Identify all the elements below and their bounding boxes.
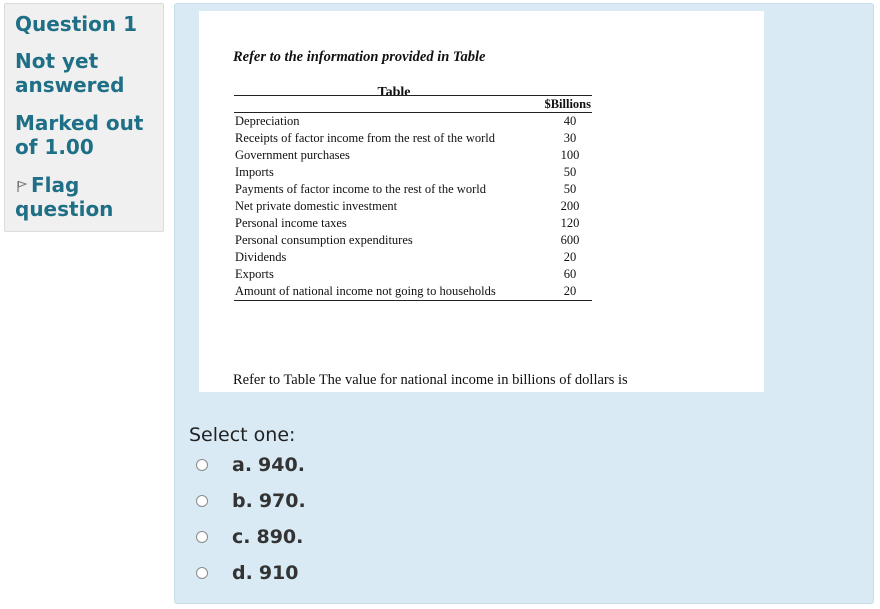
table-row-label: Exports xyxy=(235,267,274,281)
option-letter: d. xyxy=(232,562,253,584)
table-row-label: Depreciation xyxy=(235,114,300,128)
table-row-label: Receipts of factor income from the rest of the world xyxy=(235,131,495,145)
table-row-label: Personal income taxes xyxy=(235,216,347,230)
table-row-value: 50 xyxy=(563,182,577,196)
radio-button[interactable] xyxy=(196,459,208,471)
table-row-value: 60 xyxy=(563,267,577,281)
option-text: 890. xyxy=(256,526,304,548)
option-text: 970. xyxy=(258,490,306,512)
table-title: Table xyxy=(377,85,411,100)
answer-option[interactable] xyxy=(193,560,299,586)
answer-option[interactable] xyxy=(193,524,303,550)
reference-heading: Refer to the information provided in Table xyxy=(233,49,486,65)
table-row-label: Personal consumption expenditures xyxy=(235,233,413,247)
option-letter: c. xyxy=(232,526,251,548)
table-row-value: 600 xyxy=(560,233,580,247)
table-row xyxy=(234,130,592,147)
table-row-value: 200 xyxy=(560,199,580,213)
question-number: Question 1 xyxy=(15,12,137,36)
flag-question-link[interactable] xyxy=(15,173,163,221)
question-image xyxy=(199,11,764,392)
table-row-label: Net private domestic investment xyxy=(235,199,398,213)
option-letter: a. xyxy=(232,454,253,476)
radio-button[interactable] xyxy=(196,567,208,579)
radio-button[interactable] xyxy=(196,531,208,543)
table-row xyxy=(234,215,592,232)
table-row-label: Imports xyxy=(235,165,274,179)
table-row-value: 50 xyxy=(563,165,577,179)
table-column-header: $Billions xyxy=(234,96,592,113)
flag-question-label: Flag question xyxy=(15,173,114,221)
answer-option[interactable] xyxy=(193,452,305,478)
table-row xyxy=(234,147,592,164)
option-text: 910 xyxy=(258,562,299,584)
table-row xyxy=(234,113,592,130)
table-row xyxy=(234,266,592,283)
answer-option[interactable] xyxy=(193,488,306,514)
table-row xyxy=(234,249,592,266)
question-content xyxy=(174,3,874,604)
option-text: 940. xyxy=(258,454,305,476)
table-row xyxy=(234,283,592,300)
table-row-label: Payments of factor income to the rest of the world xyxy=(235,182,486,196)
table-row-label: Government purchases xyxy=(235,148,350,162)
table-row-value: 20 xyxy=(563,250,577,264)
radio-button[interactable] xyxy=(196,495,208,507)
table-row-value: 30 xyxy=(563,131,577,145)
table-row-label: Amount of national income not going to households xyxy=(235,284,496,298)
table-row-label: Dividends xyxy=(235,250,287,264)
flag-icon xyxy=(15,174,29,188)
question-grade: Marked out of 1.00 xyxy=(15,111,144,159)
table-row xyxy=(234,181,592,198)
table-row-value: 20 xyxy=(563,284,577,298)
table-row xyxy=(234,164,592,181)
table-row-value: 40 xyxy=(563,114,577,128)
table-row-value: 100 xyxy=(560,148,580,162)
table-row-value: 120 xyxy=(560,216,580,230)
question-status: Not yet answered xyxy=(15,49,125,97)
option-letter: b. xyxy=(232,490,253,512)
select-one-label: Select one: xyxy=(189,424,296,446)
table-row xyxy=(234,198,592,215)
question-text: Refer to Table The value for national income in billions of dollars is xyxy=(233,372,628,388)
table-row xyxy=(234,232,592,249)
question-info-panel xyxy=(4,3,164,232)
data-table xyxy=(234,95,592,301)
